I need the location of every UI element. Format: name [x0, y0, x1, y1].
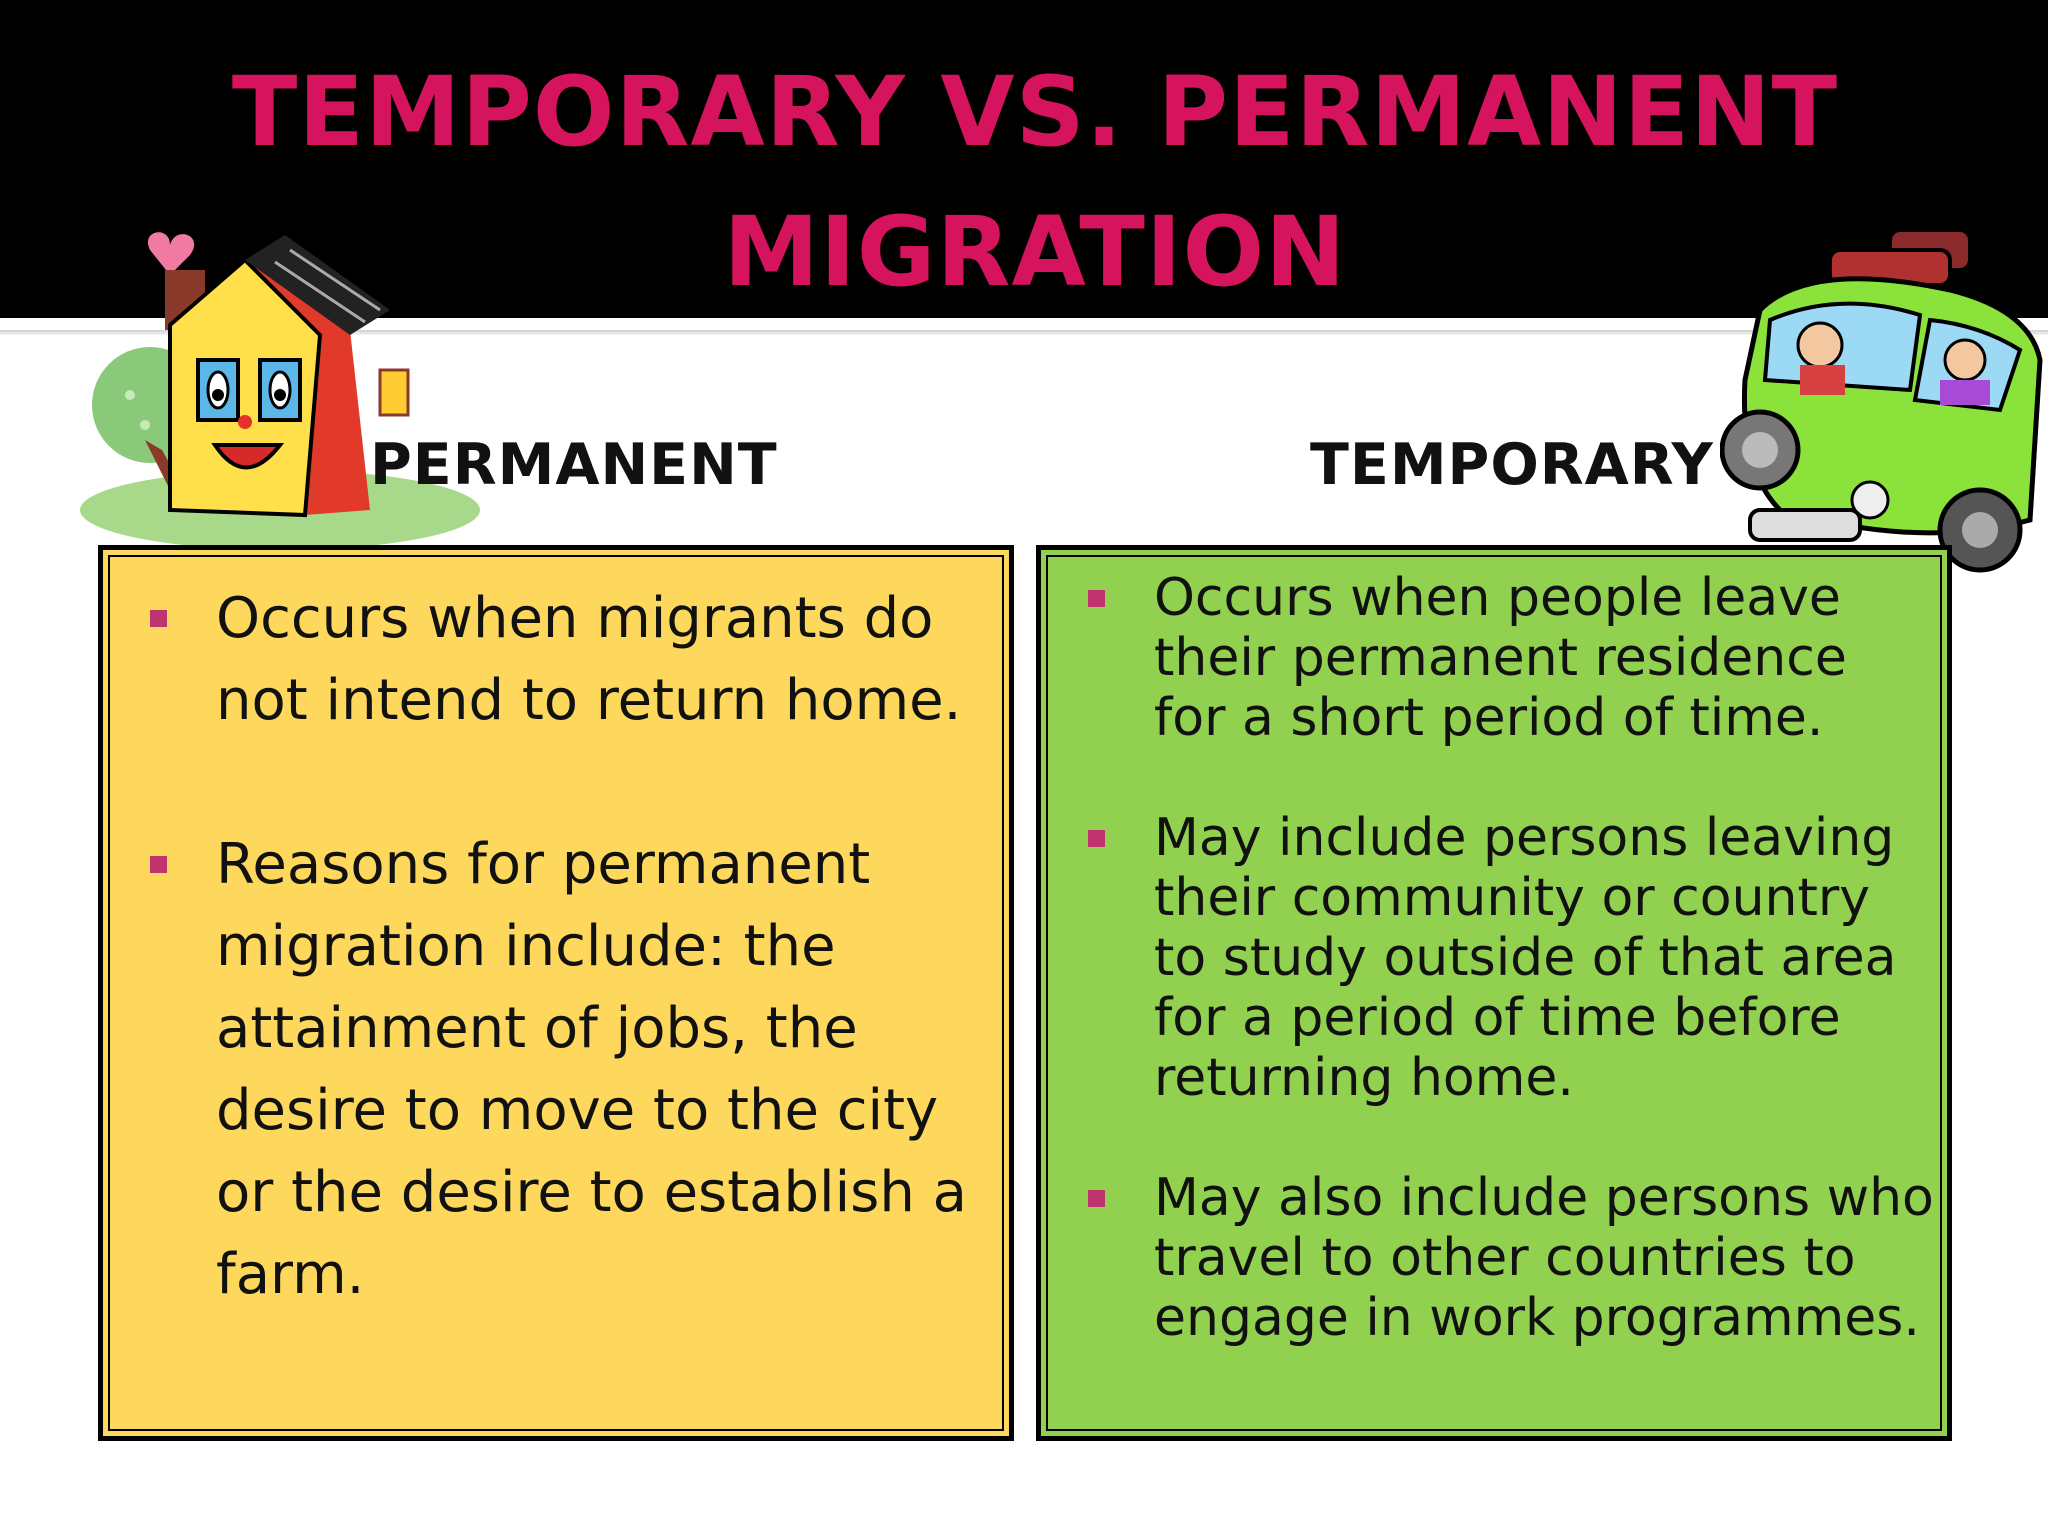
house-clipart-icon	[50, 210, 490, 550]
bullet-text: May also include persons who travel to other countries to engage in work programmes.	[1154, 1168, 1934, 1348]
bullet-text: Reasons for permanent migration include: the attainment of jobs, the desire to move to the city or the desire to establish a farm.	[216, 832, 967, 1307]
bullet-text: Occurs when migrants do not intend to return home.	[216, 586, 962, 733]
temporary-box	[1036, 545, 1952, 1441]
bullet-text: May include persons leaving their community or country to study outside of that area for a period of time before returning home.	[1154, 808, 1897, 1108]
bullet-icon	[150, 856, 167, 873]
permanent-bullet-list	[216, 578, 996, 1398]
van-clipart-icon	[1720, 220, 2048, 600]
list-item	[1154, 568, 1934, 748]
bullet-icon	[1088, 1190, 1105, 1207]
list-item	[1154, 808, 1934, 1108]
list-item	[216, 824, 996, 1316]
temporary-bullet-list	[1154, 568, 1934, 1408]
temporary-heading: TEMPORARY	[1310, 432, 1714, 498]
bullet-icon	[1088, 830, 1105, 847]
slide-title-line-1: TEMPORARY VS. PERMANENT	[231, 56, 1839, 168]
bullet-icon	[1088, 590, 1105, 607]
bullet-text: Occurs when people leave their permanent residence for a short period of time.	[1154, 568, 1847, 748]
slide-title-line-2: MIGRATION	[723, 196, 1347, 308]
bullet-icon	[150, 610, 167, 627]
list-item	[216, 578, 996, 742]
permanent-box	[98, 545, 1014, 1441]
permanent-heading: PERMANENT	[370, 432, 778, 498]
list-item	[1154, 1168, 1934, 1348]
